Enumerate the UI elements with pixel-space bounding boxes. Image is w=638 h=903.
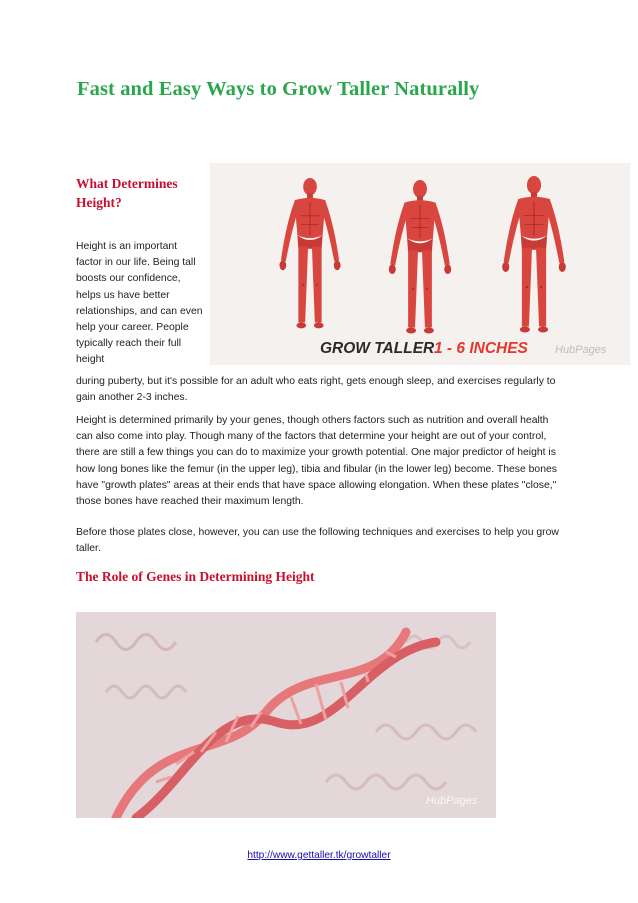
hubpages-watermark-2: HubPages [426, 795, 478, 807]
grow-taller-figure [210, 163, 630, 365]
growth-plates-paragraph: Before those plates close, however, you can use the following techniques and exercises to help you grow taller. [76, 527, 559, 555]
section-heading-role-of-genes: The Role of Genes in Determining Height [76, 569, 315, 584]
section-heading-what-determines-height: What Determines Height? [76, 176, 178, 210]
hubpages-watermark-1: HubPages [555, 344, 607, 356]
figure-caption-prefix: GROW TALLER [320, 340, 435, 357]
page-title: Fast and Easy Ways to Grow Taller Naturally [77, 78, 480, 100]
intro-paragraph-end: during puberty, but it's possible for an adult who eats right, gets enough sleep, and exercises regularly to gain another 2-3 inches. [76, 376, 556, 404]
footer-link[interactable]: http://www.gettaller.tk/growtaller [247, 850, 391, 861]
dna-helix-figure [76, 612, 496, 818]
intro-paragraph-start: Height is an important factor in our life. Being tall boosts our confidence, helps us have better relationships, and can even help your career. People typically reach their full height [76, 241, 203, 366]
figure-caption-range: 1 - 6 INCHES [434, 340, 528, 357]
genes-paragraph: Height is determined primarily by your genes, though others factors such as nutrition and overall health can also come into play. Though many of the factors that determine your height are out of your control, there are still a few things you can do to maximize your growth potential. One major predictor of height is how long bones like the femur (in the upper leg), tibia and fibular (in the lower leg) become. These bones have "growth plates" areas at their ends that have space allowing elongation. When these plates "close," those bones have reached their maximum length. [76, 415, 557, 508]
